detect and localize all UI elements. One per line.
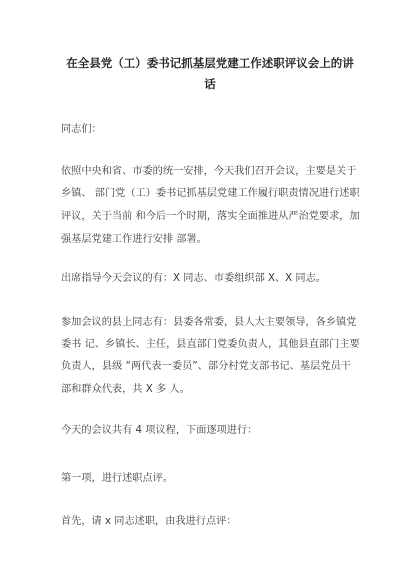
paragraph-3-line-4: 部和群众代表，共 X 多 人。 bbox=[61, 384, 190, 395]
paragraph-2: 出席指导今天会议的有：X 同志、市委组织部 X、X 同志。 bbox=[61, 273, 326, 284]
document-title-line-2: 话 bbox=[204, 77, 216, 91]
paragraph-4: 今天的会议共有 4 项议程，下面逐项进行： bbox=[61, 425, 258, 436]
document-title-line-1: 在全县党（工）委书记抓基层党建工作述职评议会上的讲 bbox=[66, 56, 354, 70]
paragraph-1-line-3: 评议，关于当前 和今后一个时期，落实全面推进从严治党要求，加 bbox=[61, 211, 360, 222]
paragraph-3-line-2: 委书 记、乡镇长、主任，县直部门党委负责人，其他县直部门主要 bbox=[61, 339, 360, 350]
paragraph-1-line-4: 强基层党建工作进行安排 部署。 bbox=[61, 234, 207, 245]
paragraph-6: 首先，请 x 同志述职，由我进行点评： bbox=[61, 516, 237, 527]
greeting: 同志们： bbox=[61, 124, 102, 135]
paragraph-3-line-1: 参加会议的县上同志有：县委各常委，县人大主要领导，各乡镇党 bbox=[61, 317, 357, 328]
paragraph-5: 第一项，进行述职点评。 bbox=[61, 473, 174, 484]
paragraph-3-line-3: 负责人，县级 “两代表一委员”、部分村党支部书记、基层党员干 bbox=[61, 361, 351, 372]
paragraph-1-line-2: 乡镇、 部门党（工）委书记抓基层党建工作履行职责情况进行述职 bbox=[61, 188, 360, 199]
paragraph-1-line-1: 依照中央和省、市委的统一安排，今天我们召开会议，主要是关于 bbox=[61, 166, 357, 177]
